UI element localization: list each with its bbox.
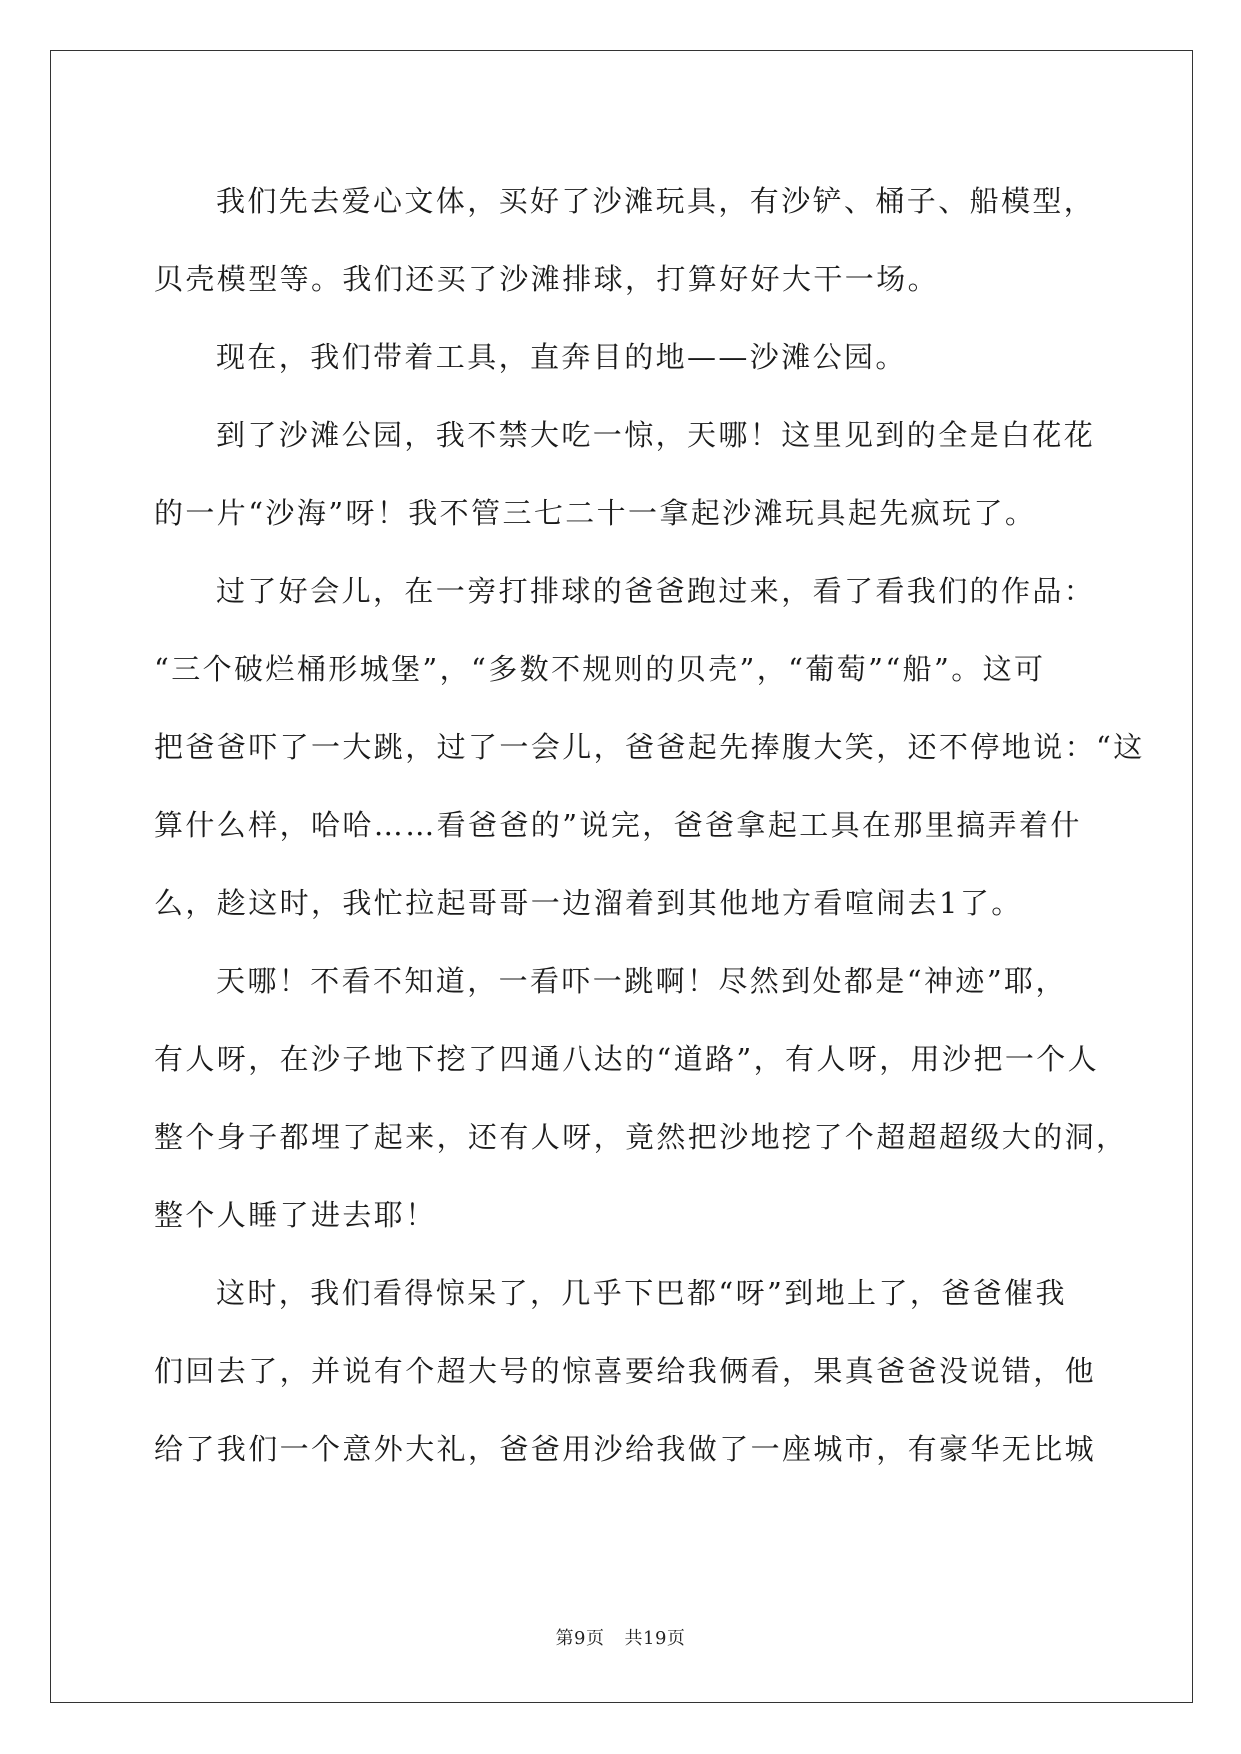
text-line: 贝壳模型等。我们还买了沙滩排球，打算好好大干一场。: [154, 262, 940, 296]
page-number: 第9页: [555, 1628, 605, 1649]
text-line: 给了我们一个意外大礼，爸爸用沙给我做了一座城市，有豪华无比城: [154, 1432, 1097, 1466]
text-line: 天哪！不看不知道，一看吓一跳啊！尽然到处都是“神迹”耶，: [216, 964, 1067, 998]
document-body: [154, 162, 1145, 1488]
text-line: 算什么样，哈哈……看爸爸的”说完，爸爸拿起工具在那里搞弄着什: [154, 808, 1082, 842]
text-line: 到了沙滩公园，我不禁大吃一惊，天哪！这里见到的全是白花花: [216, 418, 1096, 452]
text-line: 现在，我们带着工具，直奔目的地——沙滩公园。: [216, 340, 907, 374]
text-line: 把爸爸吓了一大跳，过了一会儿，爸爸起先捧腹大笑，还不停地说：“这: [154, 730, 1145, 764]
text-line: 有人呀，在沙子地下挖了四通八达的“道路”，有人呀，用沙把一个人: [154, 1042, 1100, 1076]
text-line: “三个破烂桶形城堡”，“多数不规则的贝壳”，“葡萄”“船”。这可: [154, 652, 1046, 686]
text-line: 我们先去爱心文体，买好了沙滩玩具，有沙铲、桶子、船模型，: [216, 184, 1096, 218]
text-line: 们回去了，并说有个超大号的惊喜要给我俩看，果真爸爸没说错，他: [154, 1354, 1097, 1388]
text-line: 这时，我们看得惊呆了，几乎下巴都“呀”到地上了，爸爸催我: [216, 1276, 1067, 1310]
text-line: 整个人睡了进去耶！: [154, 1198, 437, 1232]
text-line: 的一片“沙海”呀！我不管三七二十一拿起沙滩玩具起先疯玩了。: [154, 496, 1037, 530]
text-line: 么，趁这时，我忙拉起哥哥一边溜着到其他地方看喧闹去1了。: [154, 886, 1023, 920]
text-line: 过了好会儿，在一旁打排球的爸爸跑过来，看了看我们的作品：: [216, 574, 1096, 608]
page-footer: [0, 1624, 1241, 1650]
text-line: 整个身子都埋了起来，还有人呀，竟然把沙地挖了个超超超级大的洞，: [154, 1120, 1128, 1154]
page-total: 共19页: [624, 1628, 686, 1649]
